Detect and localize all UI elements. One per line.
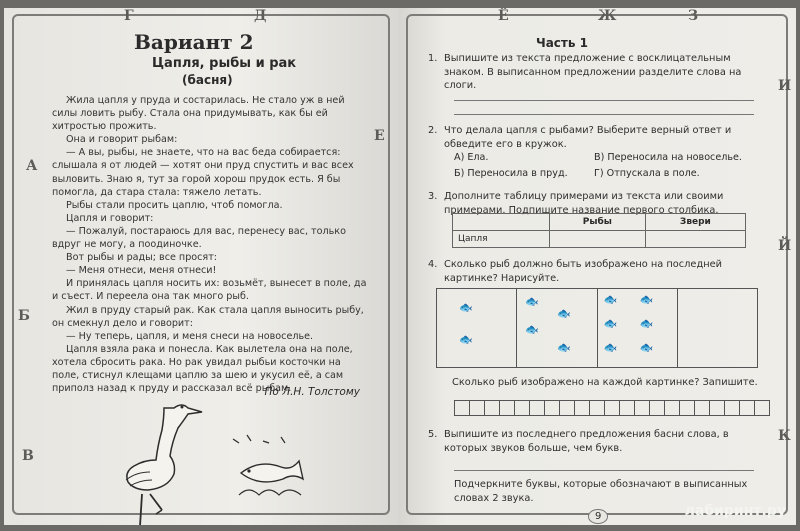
fish-icon: 🐟 bbox=[603, 293, 618, 306]
deco-letter: Б bbox=[18, 308, 30, 324]
deco-letter: Ё bbox=[498, 8, 509, 24]
deco-letter: И bbox=[778, 78, 792, 94]
task-text: Дополните таблицу примерами из текста или своими примерами. Подпишите название первого столбика. bbox=[444, 191, 724, 216]
story-title: Цапля, рыбы и рак bbox=[152, 56, 297, 71]
story-paragraph: Жил в пруду старый рак. Как стала цапля выносить рыбу, он смекнул дело и говорит: bbox=[52, 304, 364, 329]
option-g[interactable]: Г) Отпускала в поле. bbox=[594, 168, 700, 179]
table-cell-empty[interactable] bbox=[549, 231, 645, 248]
task-text: Что делала цапля с рыбами? Выберите верный ответ и обведите его в кружок. bbox=[444, 125, 732, 150]
table-cell-empty[interactable] bbox=[645, 231, 745, 248]
task-text: Сколько рыб должно быть изображено на последней картинке? Нарисуйте. bbox=[444, 259, 723, 284]
fish-icon: 🐟 bbox=[603, 341, 618, 354]
table-cell-empty[interactable] bbox=[453, 214, 550, 231]
fish-icon: 🐟 bbox=[525, 295, 539, 308]
fish-picture-1 bbox=[437, 289, 517, 367]
task-2 bbox=[428, 124, 764, 151]
part-title: Часть 1 bbox=[536, 36, 588, 50]
task-4-question: Сколько рыб изображено на каждой картинке? Запишите. bbox=[452, 377, 758, 388]
story-author: По Л.Н. Толстому bbox=[264, 386, 360, 398]
task-number: 4. bbox=[428, 259, 438, 270]
answer-line[interactable] bbox=[454, 470, 754, 471]
deco-letter: Е bbox=[374, 128, 385, 144]
page-number: 9 bbox=[588, 509, 608, 524]
deco-letter: Й bbox=[778, 238, 792, 254]
option-b[interactable]: Б) Переносила в пруд. bbox=[454, 168, 568, 179]
story-paragraph: Она и говорит рыбам: bbox=[66, 134, 178, 146]
deco-letter: К bbox=[778, 428, 791, 444]
deco-letter: Д bbox=[254, 8, 267, 24]
story-paragraph: Вот рыбы и рады; все просят: bbox=[66, 252, 218, 264]
story-paragraph: — Пожалуй, постараюсь для вас, перенесу вас, только вдруг не могу, а поодиночке. bbox=[52, 225, 346, 251]
task-2-options bbox=[454, 152, 774, 182]
right-page bbox=[398, 8, 796, 525]
task-number: 5. bbox=[428, 429, 438, 440]
variant-title: Вариант 2 bbox=[134, 30, 254, 54]
fish-icon: 🐟 bbox=[603, 317, 618, 330]
watermark: лабиринт.ру bbox=[684, 503, 786, 519]
fish-icon: 🐟 bbox=[459, 301, 473, 314]
deco-letter: Г bbox=[124, 8, 134, 24]
answer-grid[interactable] bbox=[454, 400, 770, 416]
story-paragraph: — Меня отнеси, меня отнеси! bbox=[66, 265, 217, 277]
story-paragraph: — Ну теперь, цапля, и меня снеси на новоселье. bbox=[66, 330, 314, 342]
table-row bbox=[453, 231, 746, 248]
option-a[interactable]: А) Ела. bbox=[454, 152, 489, 163]
fish-picture-3 bbox=[598, 289, 678, 367]
story-paragraph: Цапля взяла рака и понесла. Как вылетела она на поле, хотела сбросить рака. Но рак увидал рыбьи косточки на поле, стиснул клещами цаплю за шею и укусил её, а сам приполз назад к пруду и рассказал всё рыбам. bbox=[52, 343, 353, 395]
task-number: 1. bbox=[428, 53, 438, 64]
story-text bbox=[52, 94, 368, 395]
task-5 bbox=[428, 428, 764, 455]
examples-table bbox=[452, 213, 746, 248]
fish-icon: 🐟 bbox=[459, 333, 473, 346]
fish-icon: 🐟 bbox=[639, 341, 654, 354]
fish-icon: 🐟 bbox=[525, 323, 539, 336]
deco-letter: Ж bbox=[598, 8, 617, 24]
story-paragraph: Жила цапля у пруда и состарилась. Не стало уж в ней силы ловить рыбу. Стала она придумывать, как бы ей хитростью прожить. bbox=[52, 95, 345, 133]
fish-icon: 🐟 bbox=[639, 317, 654, 330]
fish-icon: 🐟 bbox=[557, 307, 571, 320]
fish-pictures-row bbox=[436, 288, 758, 368]
fish-icon: 🐟 bbox=[639, 293, 654, 306]
task-5-extra: Подчеркните буквы, которые обозначают в выписанных словах 2 звука. bbox=[454, 479, 748, 504]
heron-illustration bbox=[104, 398, 204, 525]
table-header-animals: Звери bbox=[645, 214, 745, 231]
deco-letter: В bbox=[22, 448, 34, 464]
fish-picture-2 bbox=[517, 289, 597, 367]
task-4 bbox=[428, 258, 764, 285]
deco-letter: З bbox=[688, 8, 699, 24]
answer-line[interactable] bbox=[454, 114, 754, 115]
left-page bbox=[4, 8, 398, 525]
story-paragraph: — А вы, рыбы, не знаете, что на вас беда собирается: слышала я от людей — хотят они пруд спустить и вас всех выловить. Знаю я, тут за горой хорош прудок есть. Я бы помогла, да стара стала: тяжело летать. bbox=[52, 147, 354, 198]
table-cell-heron: Цапля bbox=[453, 231, 550, 248]
task-text: Выпишите из последнего предложения басни слова, в которых звуков больше, чем букв. bbox=[444, 429, 729, 454]
task-text: Выпишите из текста предложение с восклицательным знаком. В выписанном предложении разделите слова на слоги. bbox=[444, 53, 742, 91]
option-v[interactable]: В) Переносила на новоселье. bbox=[594, 152, 742, 163]
story-genre: (басня) bbox=[182, 73, 233, 87]
fish-icon: 🐟 bbox=[557, 341, 571, 354]
task-1 bbox=[428, 52, 764, 93]
fish-picture-4-empty[interactable] bbox=[678, 289, 757, 367]
deco-letter: А bbox=[26, 158, 38, 174]
task-number: 2. bbox=[428, 125, 438, 136]
story-paragraph: Рыбы стали просить цаплю, чтоб помогла. bbox=[66, 199, 283, 211]
answer-line[interactable] bbox=[454, 100, 754, 101]
fish-illustration bbox=[229, 433, 319, 513]
table-header-fish: Рыбы bbox=[549, 214, 645, 231]
task-number: 3. bbox=[428, 191, 438, 202]
story-paragraph: И принялась цапля носить их: возьмёт, вынесет в поле, да и съест. И переела она так много рыб. bbox=[52, 278, 367, 303]
table-header-row bbox=[453, 214, 746, 231]
story-paragraph: Цапля и говорит: bbox=[66, 212, 154, 224]
